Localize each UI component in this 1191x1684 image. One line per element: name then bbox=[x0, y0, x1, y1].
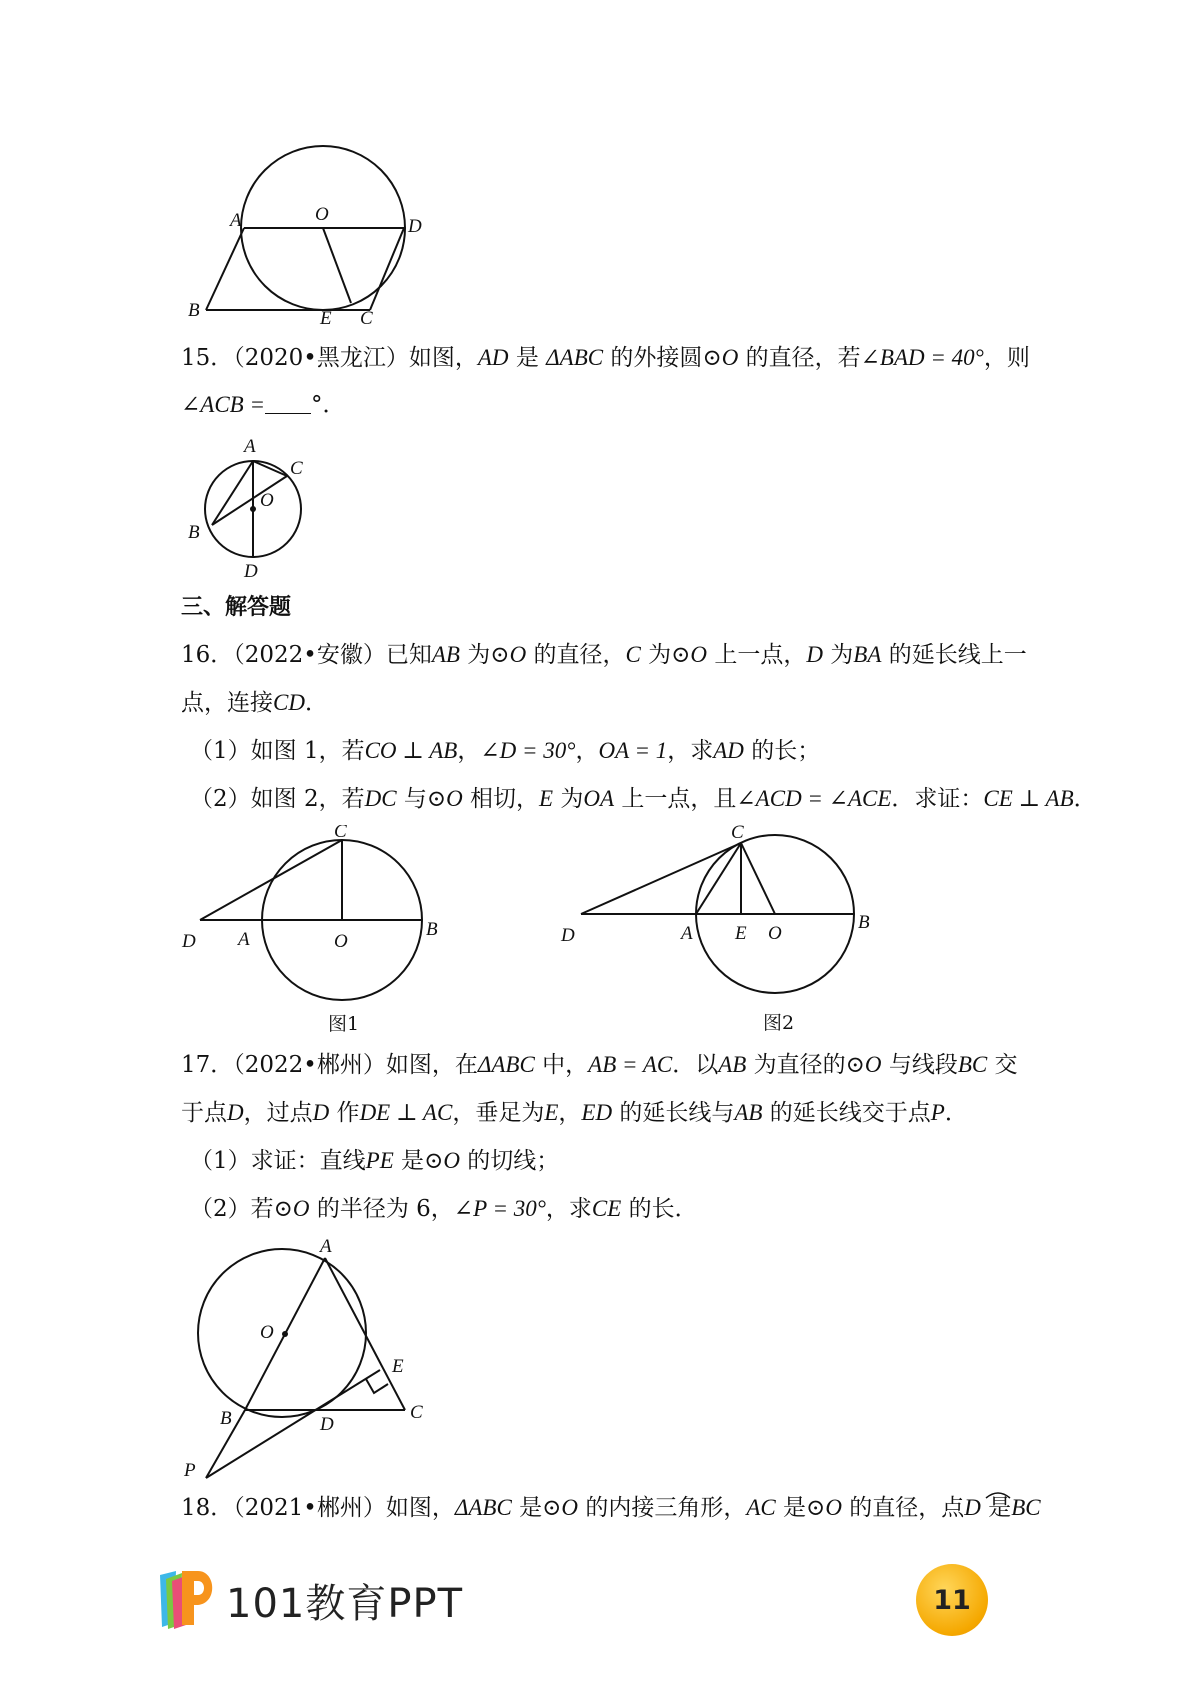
figure-q16-2 bbox=[555, 822, 885, 1037]
fig16a-label-O: O bbox=[334, 931, 348, 952]
fig17-label-D: D bbox=[320, 1414, 334, 1435]
fig17-label-E: E bbox=[392, 1356, 404, 1377]
figure-q17 bbox=[180, 1230, 440, 1480]
fig15-label-O: O bbox=[260, 490, 274, 511]
fig16b-label-E: E bbox=[735, 923, 747, 944]
fig15-label-C: C bbox=[290, 458, 303, 479]
fig14-label-D: D bbox=[408, 216, 422, 237]
fig15-label-A: A bbox=[244, 436, 256, 457]
arc-bc: BC bbox=[1011, 1495, 1041, 1520]
fig17-label-P: P bbox=[184, 1460, 196, 1480]
page-number: 11 bbox=[933, 1584, 971, 1616]
q17-part-1: （1）求证：直线PE 是⊙O 的切线； bbox=[190, 1148, 560, 1174]
fig16b-label-B: B bbox=[858, 912, 870, 933]
fig14-label-E: E bbox=[320, 308, 332, 329]
q17-part-2: （2）若⊙O 的半径为 6，∠P = 30°，求CE 的长． bbox=[190, 1196, 698, 1222]
fig14-label-C: C bbox=[360, 308, 373, 329]
fig16a-label-B: B bbox=[426, 919, 438, 940]
brand-logo bbox=[152, 1565, 222, 1631]
logo-icon bbox=[152, 1565, 222, 1631]
q16-part-1: （1）如图 1，若CO ⊥ AB，∠D = 30°，OA = 1，求AD 的长； bbox=[190, 738, 821, 764]
fig14-label-B: B bbox=[188, 300, 200, 321]
fig16b-caption: 图2 bbox=[763, 1012, 795, 1034]
fig16a-label-D: D bbox=[182, 931, 196, 952]
q16-part-2: （2）如图 2，若DC 与⊙O 相切，E 为OA 上一点，且∠ACD = ∠ACE．求证：CE ⊥ AB． bbox=[190, 786, 1097, 812]
answer-blank bbox=[265, 393, 311, 414]
fig16a-label-C: C bbox=[334, 825, 347, 842]
figure-q15 bbox=[180, 432, 320, 582]
brand-name: 101教育PPT bbox=[226, 1581, 464, 1627]
fig17-label-B: B bbox=[220, 1408, 232, 1429]
fig17-label-O: O bbox=[260, 1322, 274, 1343]
q17-line-1: 17．（2022•郴州）如图，在ΔABC 中，AB = AC．以AB 为直径的⊙O 与线段BC 交 bbox=[181, 1052, 1018, 1078]
fig16a-caption: 图1 bbox=[328, 1013, 360, 1035]
fig14-label-A: A bbox=[230, 210, 242, 231]
figure-q14 bbox=[180, 140, 440, 330]
fig16a-label-A: A bbox=[238, 929, 250, 950]
figure-q16-1 bbox=[180, 825, 460, 1040]
q17-line-2: 于点D，过点D 作DE ⊥ AC，垂足为E，ED 的延长线与AB 的延长线交于点P． bbox=[181, 1100, 968, 1126]
fig16b-label-D: D bbox=[561, 925, 575, 946]
q15-line-1: 15．（2020•黑龙江）如图，AD 是 ΔABC 的外接圆⊙O 的直径，若∠BAD = 40°，则 bbox=[181, 345, 1030, 371]
fig16b-label-A: A bbox=[681, 923, 693, 944]
fig16b-label-C: C bbox=[731, 822, 744, 843]
arc-mark bbox=[984, 1490, 1012, 1500]
q16-line-2: 点，连接CD． bbox=[181, 690, 328, 716]
fig16b-label-O: O bbox=[768, 923, 782, 944]
q18-line-1: 18．（2021•郴州）如图，ΔABC 是⊙O 的内接三角形，AC 是⊙O 的直径，点D 是BC bbox=[181, 1495, 1041, 1521]
page-number-badge bbox=[916, 1564, 988, 1636]
q15-line-2: ∠ACB = °． bbox=[181, 392, 346, 418]
fig17-label-C: C bbox=[410, 1402, 423, 1423]
q16-line-1: 16．（2022•安徽）已知AB 为⊙O 的直径，C 为⊙O 上一点，D 为BA 的延长线上一 bbox=[181, 642, 1027, 668]
fig14-label-O: O bbox=[315, 204, 329, 225]
fig17-label-A: A bbox=[320, 1236, 332, 1257]
fig15-label-D: D bbox=[244, 561, 258, 582]
section-heading: 三、解答题 bbox=[181, 595, 292, 620]
fig15-label-B: B bbox=[188, 522, 200, 543]
